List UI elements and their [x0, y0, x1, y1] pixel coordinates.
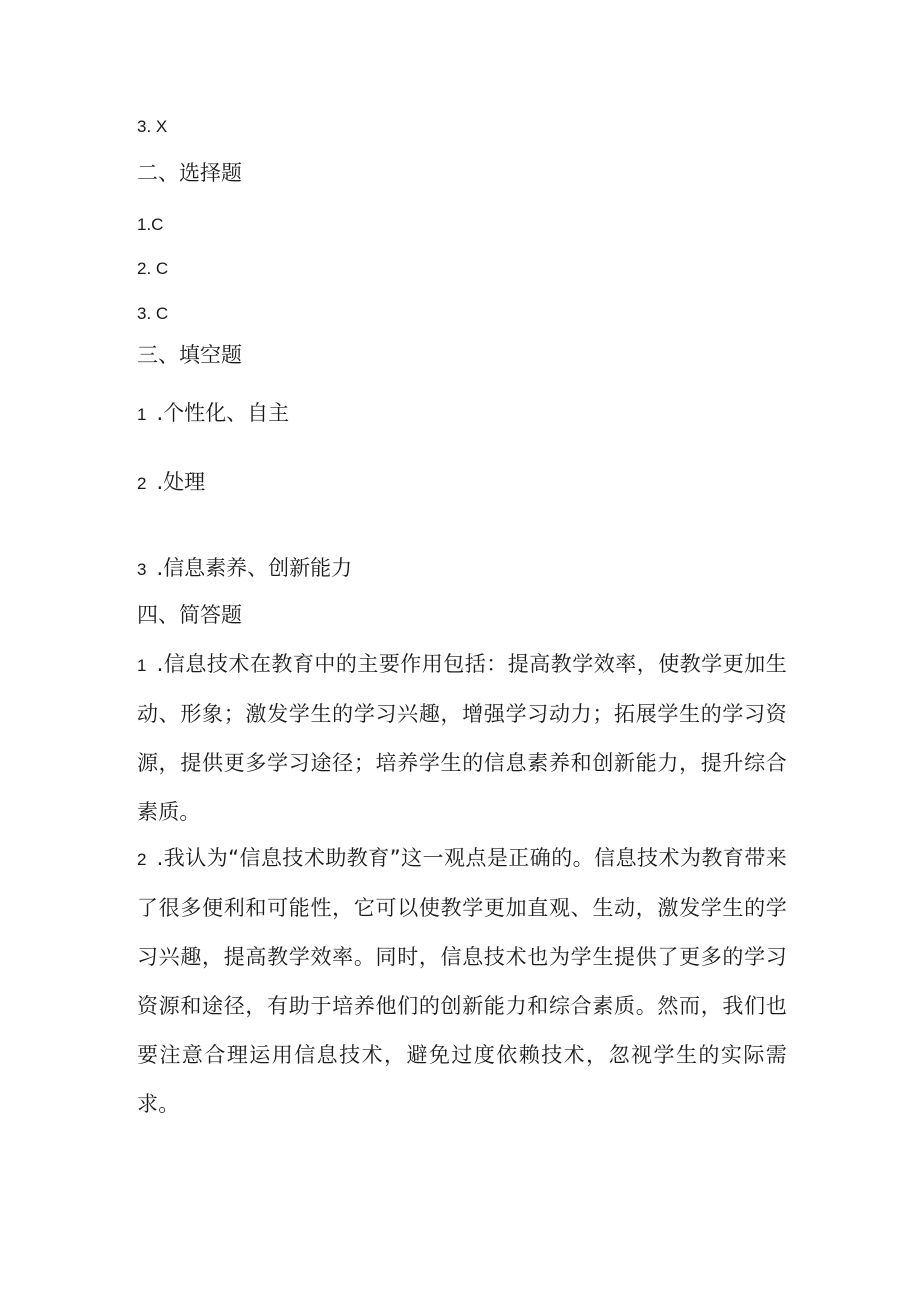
- fill-answer-1: [137, 399, 289, 429]
- fill-answer-3: [137, 554, 352, 584]
- fill-answer-text: .处理: [156, 470, 206, 494]
- choice-answer-2: 2. C: [137, 259, 169, 278]
- answer-1-3: 3. X: [137, 117, 168, 136]
- fill-answer-text: .个性化、自主: [156, 401, 290, 425]
- fill-answer-number: 3: [137, 560, 147, 579]
- choice-answer-1: 1.C: [137, 215, 164, 234]
- short-answer-1: [137, 640, 787, 837]
- short-answer-text: .信息技术在教育中的主要作用包括：提高教学效率，使教学更加生动、形象；激发学生的学习兴趣，增强学习动力；拓展学生的学习资源，提供更多学习途径；培养学生的信息素养和创新能力，提升综合素质。: [137, 652, 787, 824]
- fill-answer-number: 2: [137, 474, 147, 493]
- section-heading-choice: 二、选择题: [137, 161, 242, 185]
- fill-answer-text: .信息素养、创新能力: [156, 556, 353, 580]
- fill-answer-2: [137, 468, 205, 498]
- short-answer-2: [137, 834, 787, 1129]
- short-answer-number: 2: [137, 850, 147, 869]
- choice-answer-3: 3. C: [137, 304, 169, 323]
- section-heading-short-answer: 四、简答题: [137, 603, 242, 627]
- short-answer-text: .我认为“信息技术助教育”这一观点是正确的。信息技术为教育带来了很多便利和可能性，它可以使教学更加直观、生动，激发学生的学习兴趣，提高教学效率。同时，信息技术也为学生提供了更多的学习资源和途径，有助于培养他们的创新能力和综合素质。然而，我们也要注意合理运用信息技术，避免过度依赖技术，忽视学生的实际需求。: [137, 846, 787, 1116]
- fill-answer-number: 1: [137, 405, 147, 424]
- short-answer-number: 1: [137, 656, 147, 675]
- section-heading-fill: 三、填空题: [137, 343, 242, 367]
